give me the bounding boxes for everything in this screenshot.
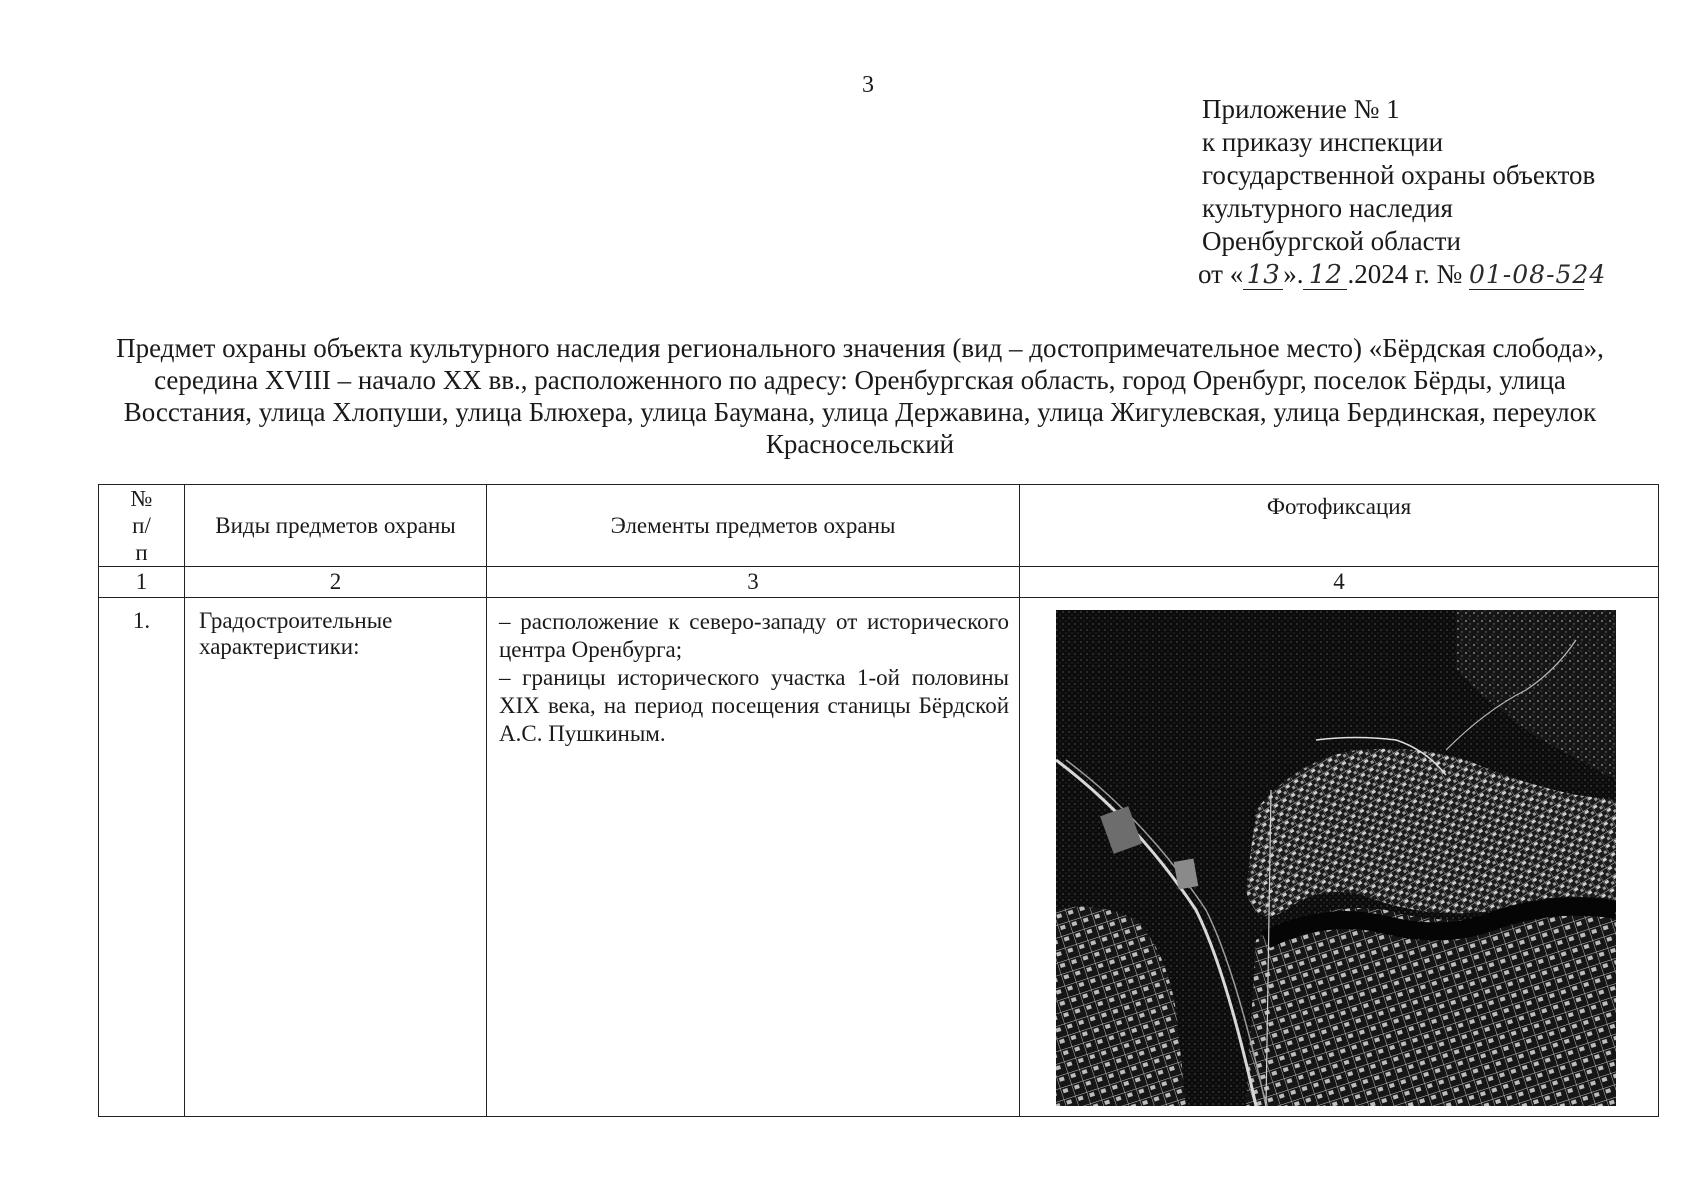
header-photo-label: Фотофиксация <box>1266 494 1412 519</box>
column-number: 3 <box>487 567 1020 598</box>
row-type: Градостроительные характеристики: <box>185 598 487 1117</box>
column-number: 2 <box>185 567 487 598</box>
column-number-row <box>99 567 1659 598</box>
document-title: Предмет охраны объекта культурного наследия регионального значения (вид – достопримечательное место) «Бёрдская слобода», середина XVIII – начало XX вв., расположенного по адресу: Оренбургская область, город Оренбург, поселок Бёрды, улица Восстания, улица Хлопуши, улица Блюхера, улица Баумана, улица Державина, улица Жигулевская, улица Бердинская, переулок Красносельский <box>116 333 1604 459</box>
appendix-date-line <box>1198 258 1607 291</box>
aerial-map-image <box>1056 610 1616 1106</box>
header-elements <box>487 485 1020 567</box>
row-number: 1. <box>99 598 185 1117</box>
date-year: .2024 г. № <box>1347 259 1463 289</box>
page-number: 3 <box>862 72 874 98</box>
element-item: – границы исторического участка 1-ой половины XIX века, на период посещения станицы Бёрдской А.С. Пушкиным. <box>499 665 1009 746</box>
date-prefix: от « <box>1198 259 1244 289</box>
column-number: 1 <box>99 567 185 598</box>
appendix-line: Оренбургской области <box>1202 226 1461 256</box>
handwritten-order-number: 01-08-524 <box>1469 260 1607 289</box>
header-type-label: Виды предметов охраны <box>215 513 456 538</box>
appendix-line: государственной охраны объектов <box>1202 160 1596 190</box>
table-header-row <box>99 485 1659 567</box>
handwritten-month: 12 <box>1303 261 1347 290</box>
element-item: – расположение к северо-западу от исторического центра Оренбурга; <box>499 609 1009 662</box>
row-elements <box>487 598 1020 1117</box>
handwritten-day: 13 <box>1243 261 1283 290</box>
protection-table <box>98 484 1659 1117</box>
appendix-line: культурного наследия <box>1202 193 1453 223</box>
date-separator: ». <box>1283 259 1304 289</box>
appendix-block <box>1198 93 1607 291</box>
header-num <box>99 485 185 567</box>
header-photo <box>1020 485 1659 567</box>
row-photo <box>1020 598 1659 1117</box>
aerial-map-svg <box>1056 610 1616 1106</box>
table-row <box>99 598 1659 1117</box>
column-number: 4 <box>1020 567 1659 598</box>
header-type <box>185 485 487 567</box>
appendix-line: к приказу инспекции <box>1202 127 1444 157</box>
appendix-line: Приложение № 1 <box>1202 94 1400 124</box>
header-num-label: № п/п <box>130 486 153 565</box>
header-elements-label: Элементы предметов охраны <box>610 513 896 538</box>
